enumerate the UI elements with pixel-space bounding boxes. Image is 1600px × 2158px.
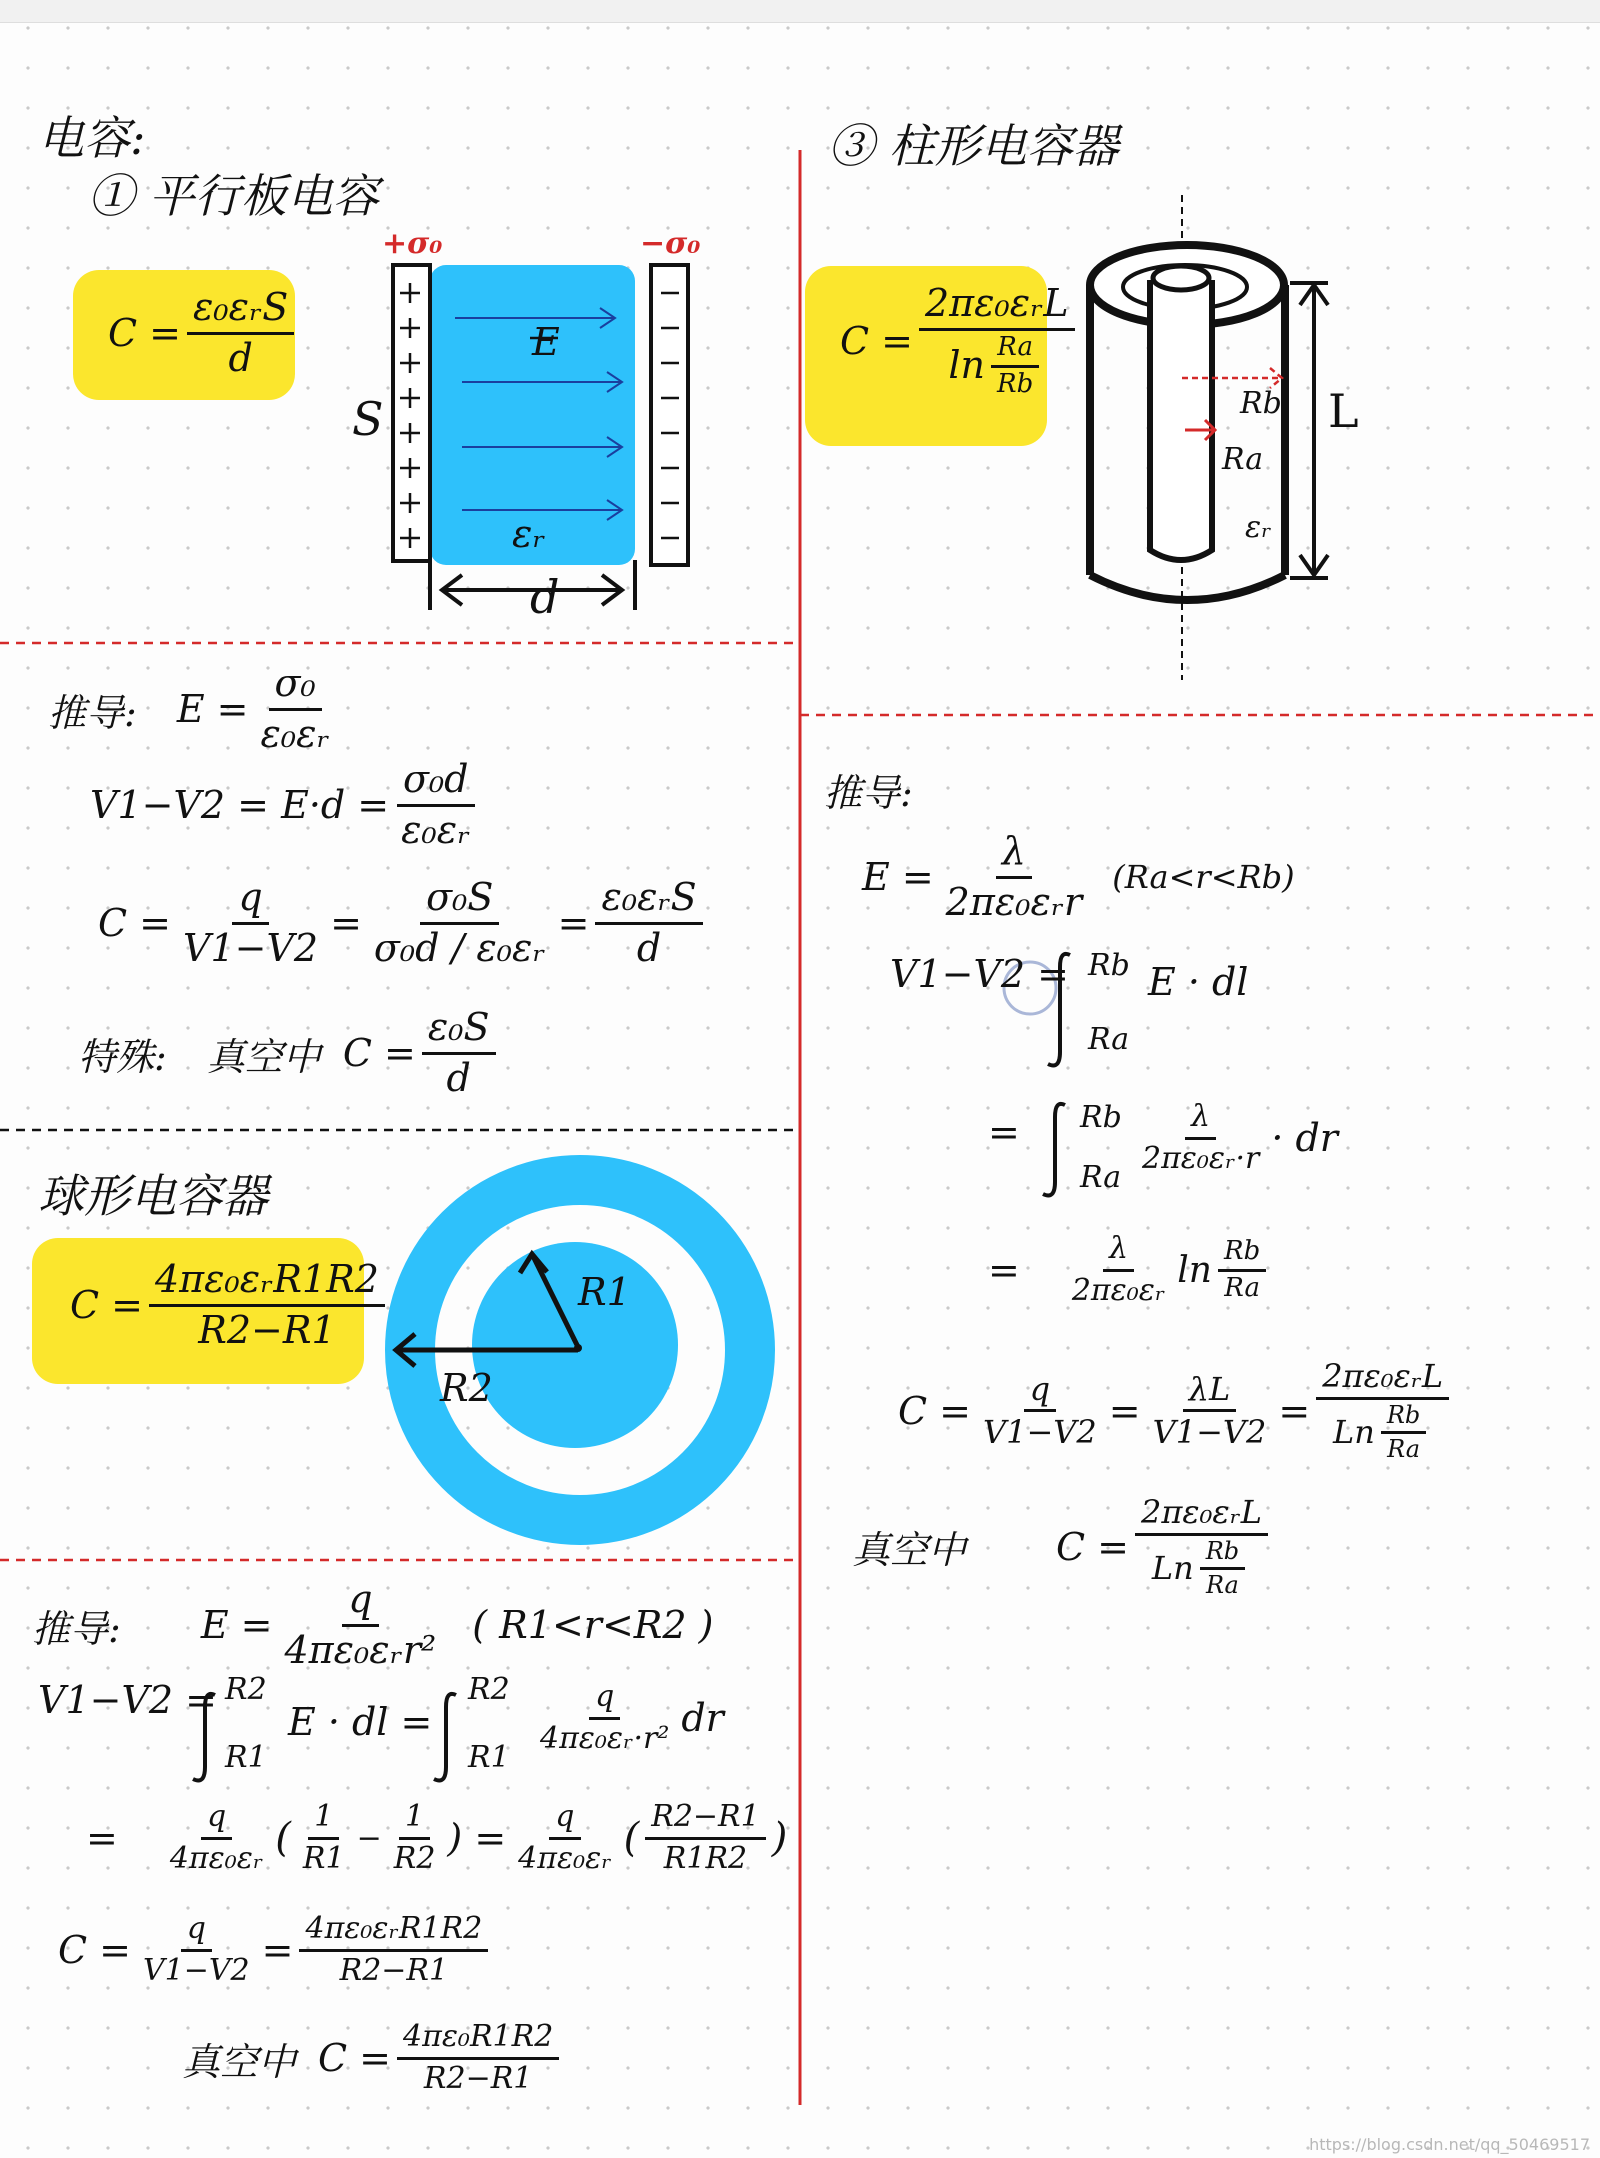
vac-denominator: d <box>446 1055 471 1100</box>
formula-denominator <box>942 331 1051 400</box>
cyl-l2-eq: = <box>988 1110 1020 1154</box>
int1-body: E · dl = <box>288 1700 433 1744</box>
vac-numerator: ε₀S <box>422 1006 496 1055</box>
equals: = <box>330 901 362 946</box>
equals: = <box>557 901 590 946</box>
vacuum-label: 真空中 <box>182 2039 297 2084</box>
cyl-int1-body: E · dl <box>1148 960 1249 1004</box>
sphere-derivation-c <box>58 1912 494 1988</box>
cylinder-title: ③ 柱形电容器 <box>828 119 1119 173</box>
spherical-formula <box>70 1258 391 1352</box>
c1-denominator: V1−V2 <box>183 925 319 970</box>
formula-denominator: d <box>228 335 253 380</box>
spherical-title: 球形电容器 <box>38 1169 268 1223</box>
cyl-medium-label: εᵣ <box>1245 510 1272 545</box>
sphere-v-lhs: V1−V2 = <box>38 1678 217 1722</box>
formula-denominator: R2−R1 <box>198 1307 336 1352</box>
cyl-int2-integrand <box>1130 1100 1338 1176</box>
ln-numerator: Ra <box>991 333 1039 368</box>
c2-numerator: σ₀S <box>420 876 499 925</box>
paren: ( <box>275 1815 291 1861</box>
e-range: (Ra<r<Rb) <box>1112 858 1295 897</box>
equals: = <box>1278 1388 1311 1433</box>
int2-differential: dr <box>681 1696 724 1740</box>
cyl-derivation-line3 <box>988 1232 1272 1308</box>
e-lhs: E = <box>176 687 249 732</box>
cyl-int2-lower: Ra <box>1080 1160 1122 1195</box>
cylinder-diagram <box>1090 195 1328 680</box>
cyl-integral-2 <box>1043 1104 1065 1196</box>
l3-denominator: 2πε₀εᵣ <box>1071 1272 1166 1308</box>
l3-d-numerator: R2−R1 <box>645 1800 766 1840</box>
e-denominator: 2πε₀εᵣr <box>945 879 1083 924</box>
special-label: 特殊: <box>78 1034 167 1079</box>
spherical-diagram <box>396 1180 750 1520</box>
e-lhs: E = <box>862 855 934 900</box>
c2-denominator: σ₀d / ε₀εᵣ <box>373 925 546 970</box>
paren: ( <box>623 1815 640 1861</box>
paren: ) <box>771 1815 788 1861</box>
vac-denominator: R2−R1 <box>423 2060 533 2096</box>
parallel-plate-diagram <box>393 265 688 610</box>
int2-lower: R1 <box>468 1740 510 1775</box>
vacuum-label: 真空中 <box>852 1528 967 1573</box>
ln-denominator: Ra <box>1205 1571 1239 1600</box>
c3-numerator: ε₀εᵣS <box>595 876 702 925</box>
formula-numerator: ε₀εᵣS <box>187 286 294 335</box>
formula-numerator: 4πε₀εᵣR1R2 <box>149 1258 385 1307</box>
l3-ln-denominator: Ra <box>1224 1272 1260 1303</box>
e-denominator: 4πε₀εᵣr² <box>284 1627 437 1672</box>
e-numerator: λ <box>996 830 1032 879</box>
cyl-int1-lower: Ra <box>1088 1022 1130 1057</box>
vac-lhs: C = <box>318 2036 392 2080</box>
ra-label: Ra <box>1222 442 1264 477</box>
equals: = <box>1108 1388 1141 1433</box>
c-numerator: q <box>1024 1371 1056 1413</box>
l3-c-denominator: 4πε₀εᵣ <box>518 1840 612 1876</box>
v-denominator: ε₀εᵣ <box>401 807 471 852</box>
c-denominator: V1−V2 <box>983 1413 1097 1452</box>
minus-charge-label: −σ₀ <box>640 226 701 261</box>
e-denominator: ε₀εᵣ <box>260 711 330 756</box>
vac-numerator: 4πε₀R1R2 <box>397 2020 559 2060</box>
sphere-vacuum-case <box>182 2020 565 2096</box>
field-label: E <box>532 320 560 364</box>
ln-prefix: ln <box>948 343 985 388</box>
minus: − <box>356 1820 382 1856</box>
parallel-title: ① 平行板电容 <box>88 169 379 223</box>
cyl-int2-upper: Rb <box>1080 1100 1122 1135</box>
cyl-derivation-label: 推导: <box>824 771 913 815</box>
l3-b-denominator: R2 <box>393 1840 436 1876</box>
c2-numerator: λL <box>1183 1371 1237 1413</box>
l3-b-numerator: 1 <box>399 1800 430 1840</box>
formula-lhs: C = <box>840 318 913 363</box>
int2-denominator: 2πε₀εᵣ·r <box>1142 1140 1260 1176</box>
parallel-special-case <box>78 1006 502 1100</box>
ln-numerator: Rb <box>1200 1538 1245 1571</box>
derivation-label: 推导: <box>32 1606 121 1651</box>
parallel-derivation-e <box>48 662 342 756</box>
formula-lhs: C = <box>70 1283 143 1328</box>
formula-lhs: C = <box>108 311 181 356</box>
c-denominator: V1−V2 <box>143 1952 250 1988</box>
negative-plate <box>651 265 688 565</box>
l3-denominator: 4πε₀εᵣ <box>169 1840 264 1876</box>
area-label: S <box>352 392 384 446</box>
plus-charge-label: +σ₀ <box>382 226 443 261</box>
c3-denominator: d <box>636 925 662 970</box>
c3-denominator <box>1327 1400 1438 1464</box>
medium-label: εᵣ <box>512 512 546 556</box>
vac-numerator: 2πε₀εᵣL <box>1135 1494 1268 1536</box>
cyl-derivation-e <box>862 830 1295 924</box>
cyl-vacuum-case <box>852 1494 1274 1600</box>
e-numerator: q <box>342 1578 378 1627</box>
watermark: https://blog.csdn.net/qq_50469517 <box>1309 2135 1590 2154</box>
length-label: L <box>1328 384 1359 438</box>
equals: = <box>261 1928 294 1972</box>
l3-a-numerator: 1 <box>308 1800 339 1840</box>
cylinder-formula <box>840 282 1081 399</box>
ln-numerator: Rb <box>1381 1402 1426 1435</box>
l3-numerator: λ <box>1103 1232 1134 1272</box>
sphere-derivation-line3 <box>86 1800 787 1876</box>
e-numerator: σ₀ <box>269 662 322 711</box>
l3-numerator: q <box>201 1800 232 1840</box>
positive-plate <box>393 265 430 561</box>
ln-prefix: Ln <box>1333 1413 1375 1452</box>
cyl-derivation-c <box>898 1358 1455 1464</box>
c-lhs: C = <box>898 1388 971 1433</box>
ln-prefix: Ln <box>1151 1549 1194 1588</box>
l3-ln-numerator: Rb <box>1218 1237 1266 1272</box>
r2-label: R2 <box>440 1366 493 1410</box>
equals: = <box>86 1816 118 1860</box>
vac-lhs: C = <box>1056 1524 1130 1569</box>
c2-denominator: R2−R1 <box>339 1952 449 1988</box>
ln: ln <box>1177 1249 1212 1291</box>
parallel-derivation-c <box>98 876 709 970</box>
c-lhs: C = <box>58 1928 131 1972</box>
int1-lower: R1 <box>225 1740 267 1775</box>
c-numerator: q <box>181 1912 212 1952</box>
int2-differential: · dr <box>1271 1116 1338 1160</box>
vac-denominator <box>1146 1536 1257 1600</box>
int2-denominator: 4πε₀εᵣ·r² <box>540 1720 670 1756</box>
rb-label: Rb <box>1240 386 1282 421</box>
l3-a-denominator: R1 <box>302 1840 345 1876</box>
paren-equals: ) = <box>447 1816 507 1860</box>
equals: = <box>988 1248 1020 1292</box>
page-heading: 电容: <box>38 111 146 165</box>
vacuum-label: 真空中 <box>206 1034 321 1079</box>
inner-cylinder <box>1150 280 1212 560</box>
c1-numerator: q <box>232 876 268 925</box>
parallel-derivation-v <box>90 758 482 852</box>
cyl-v-lhs: V1−V2 = <box>890 952 1069 996</box>
sphere-integral-2 <box>434 1694 456 1781</box>
c2-numerator: 4πε₀εᵣR1R2 <box>299 1912 488 1952</box>
c3-numerator: 2πε₀εᵣL <box>1316 1358 1449 1400</box>
v-numerator: σ₀d <box>397 758 475 807</box>
vac-lhs: C = <box>342 1031 416 1076</box>
l3-d-denominator: R1R2 <box>663 1840 748 1876</box>
ln-denominator: Ra <box>1387 1435 1421 1464</box>
sphere-derivation-e <box>32 1578 713 1672</box>
length-arrow <box>1290 283 1328 578</box>
ln-denominator: Rb <box>997 368 1034 399</box>
int2-numerator: q <box>589 1680 620 1720</box>
int2-upper: R2 <box>468 1672 510 1707</box>
l3-c-numerator: q <box>549 1800 580 1840</box>
gap-label: d <box>530 570 560 624</box>
derivation-label: 推导: <box>48 690 137 735</box>
formula-numerator: 2πε₀εᵣL <box>919 282 1075 331</box>
parallel-formula <box>108 286 300 380</box>
e-range: ( R1<r<R2 ) <box>472 1603 714 1648</box>
v-lhs: V1−V2 = E·d = <box>90 783 390 828</box>
r1-label: R1 <box>578 1270 631 1314</box>
c-lhs: C = <box>98 901 171 946</box>
int2-numerator: λ <box>1185 1100 1216 1140</box>
cyl-int1-upper: Rb <box>1088 948 1130 983</box>
int1-upper: R2 <box>225 1672 267 1707</box>
e-lhs: E = <box>200 1603 273 1648</box>
int2-integrand <box>528 1680 724 1756</box>
c2-denominator: V1−V2 <box>1152 1413 1267 1452</box>
